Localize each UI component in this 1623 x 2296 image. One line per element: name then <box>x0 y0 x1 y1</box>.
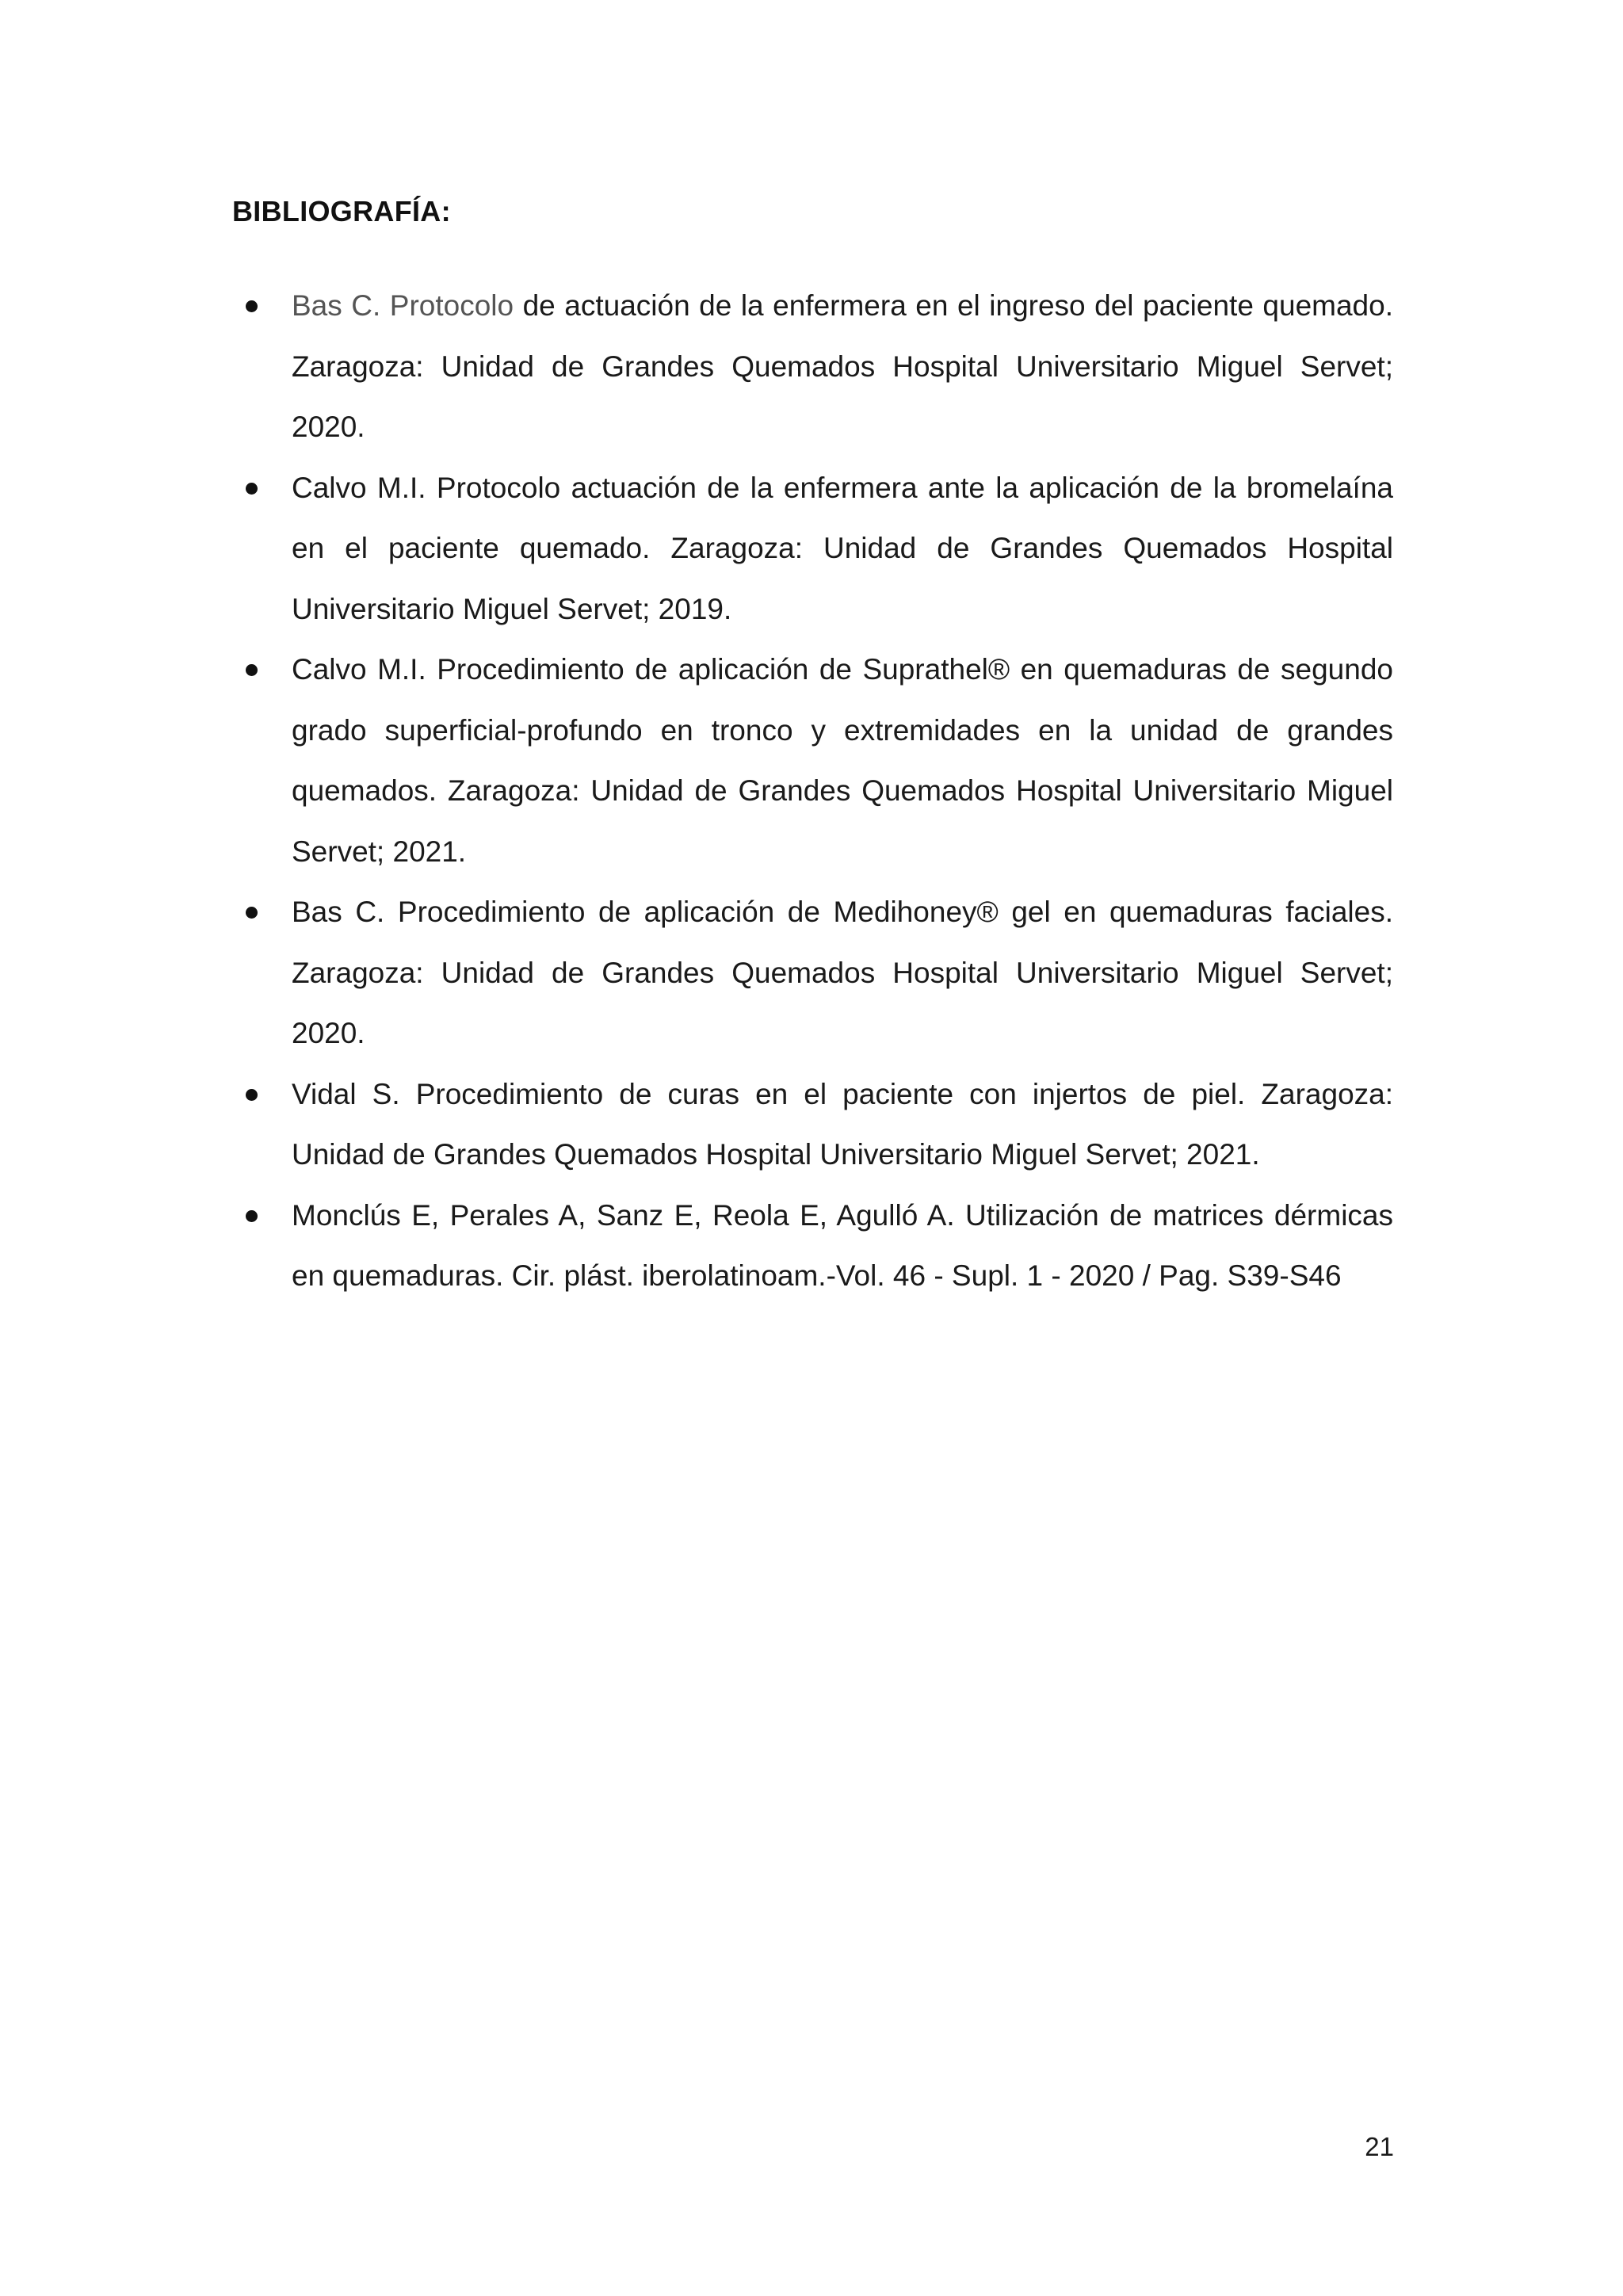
reference-item <box>232 1064 1393 1186</box>
reference-text: de actuación de la enfermera en el ingreso del paciente quemado. Zaragoza: Unidad de Grandes Quemados Hospital Universitario Miguel Servet; 2020. <box>292 289 1393 443</box>
reference-lead: Bas C. Protocolo <box>292 289 514 322</box>
page-number: 21 <box>1365 2132 1394 2161</box>
bullet-icon <box>246 1089 258 1101</box>
bullet-icon <box>246 907 258 919</box>
bullet-icon <box>246 483 258 495</box>
reference-item <box>232 1186 1393 1307</box>
reference-item <box>232 882 1393 1064</box>
bullet-icon <box>246 664 258 676</box>
reference-item <box>232 640 1393 882</box>
bullet-icon <box>246 300 258 312</box>
bibliography-heading: BIBLIOGRAFÍA: <box>232 195 451 227</box>
reference-item <box>232 458 1393 640</box>
bullet-icon <box>246 1210 258 1222</box>
reference-text: Calvo M.I. Procedimiento de aplicación de Suprathel® en quemaduras de segundo grado superficial-profundo en tronco y extremidades en la unidad de grandes quemados. Zaragoza: Unidad de Grandes Quemados Hospital Universitario Miguel Servet; 2021. <box>292 653 1393 868</box>
reference-text: Calvo M.I. Protocolo actuación de la enfermera ante la aplicación de la bromelaína en el paciente quemado. Zaragoza: Unidad de Grandes Quemados Hospital Universitario Miguel Servet; 2019. <box>292 471 1393 625</box>
reference-item <box>232 276 1393 458</box>
reference-text: Vidal S. Procedimiento de curas en el paciente con injertos de piel. Zaragoza: Unidad de Grandes Quemados Hospital Universitario Miguel Servet; 2021. <box>292 1077 1393 1171</box>
reference-text: Monclús E, Perales A, Sanz E, Reola E, Agulló A. Utilización de matrices dérmicas en quemaduras. Cir. plást. iberolatinoam.-Vol. 46 - Supl. 1 - 2020 / Pag. S39-S46 <box>292 1198 1393 1292</box>
bibliography-list <box>232 276 1393 1307</box>
reference-text: Bas C. Procedimiento de aplicación de Medihoney® gel en quemaduras faciales. Zaragoza: Unidad de Grandes Quemados Hospital Universitario Miguel Servet; 2020. <box>292 896 1393 1049</box>
